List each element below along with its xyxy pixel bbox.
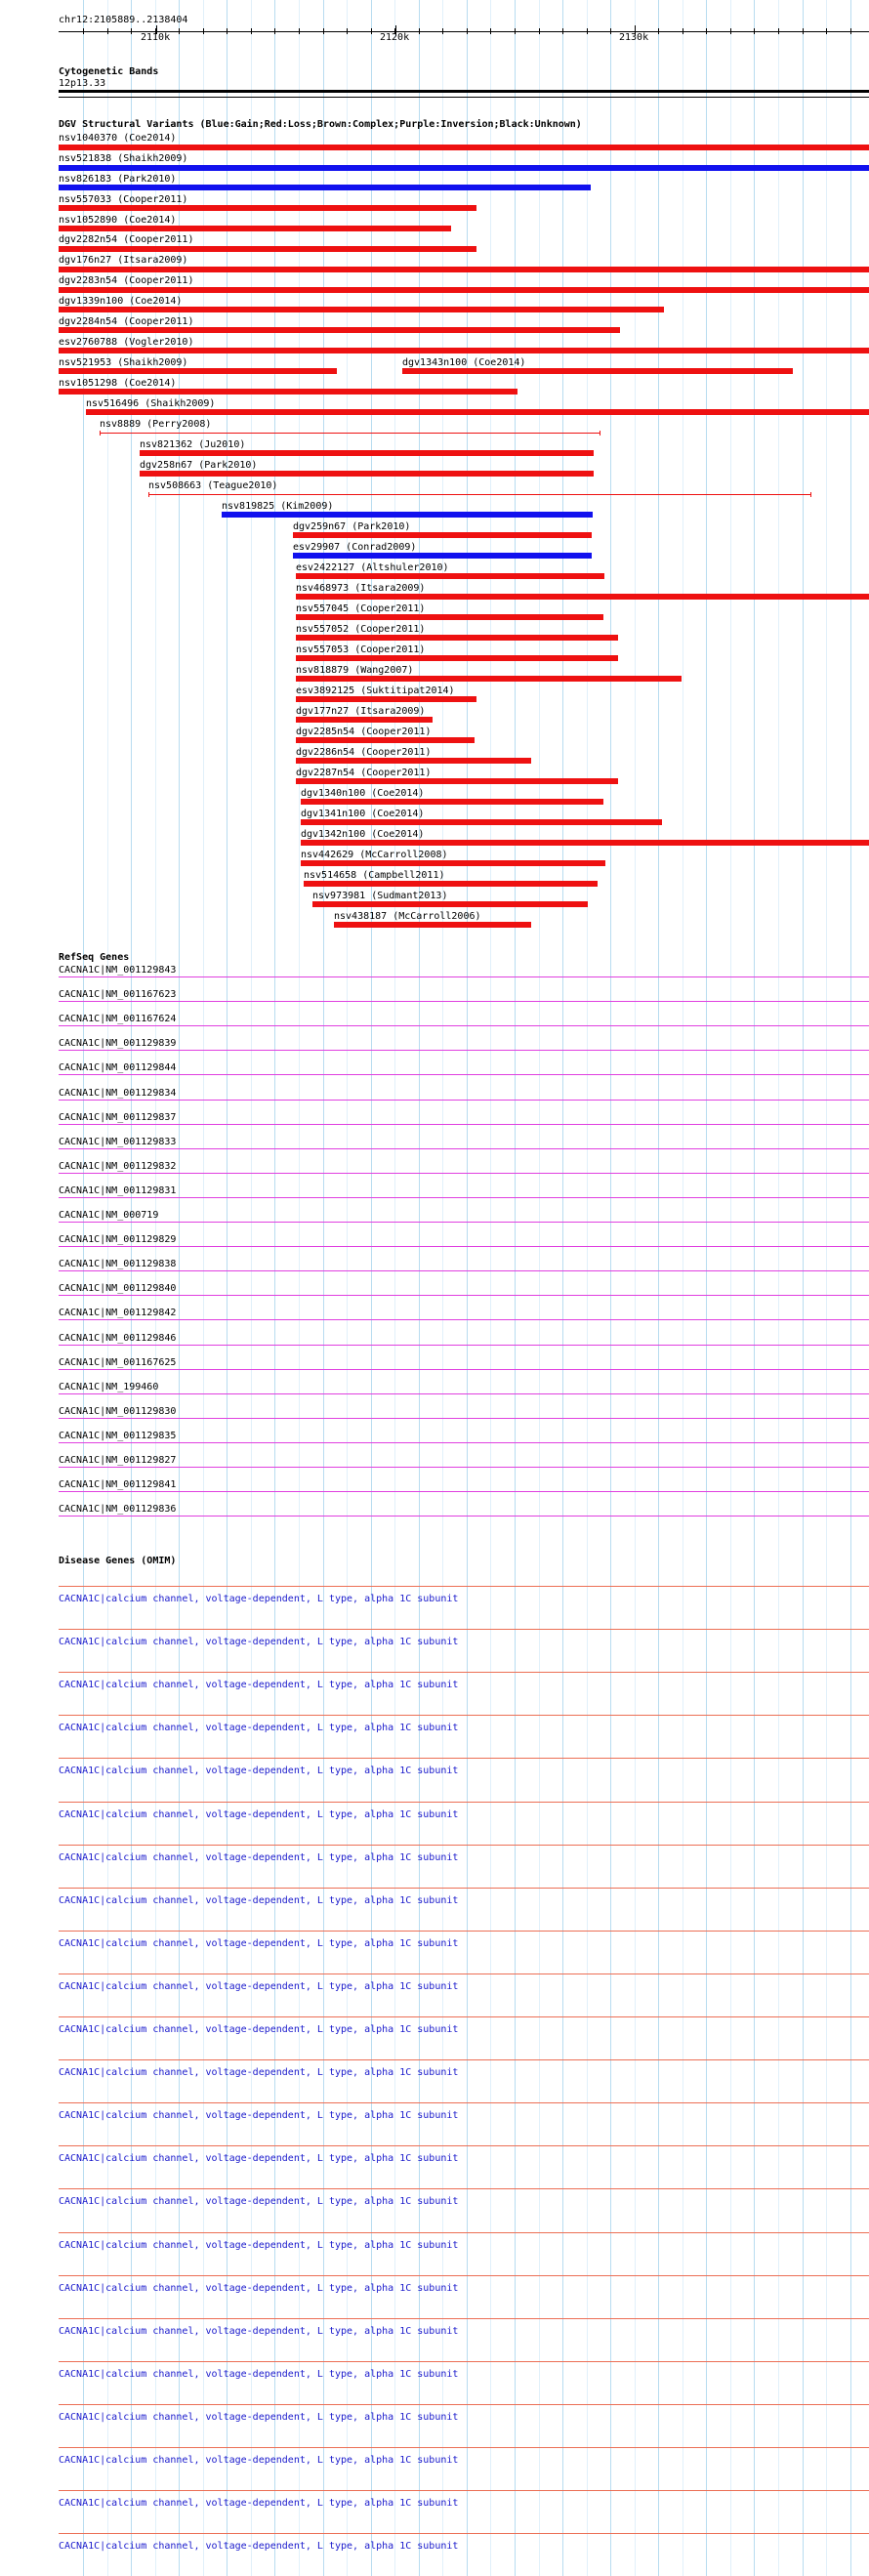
- sv-feature-bar[interactable]: [301, 840, 869, 846]
- omim-feature-line[interactable]: [59, 2318, 869, 2319]
- refseq-track-title: RefSeq Genes: [59, 952, 130, 963]
- omim-gene-link[interactable]: CACNA1C|calcium channel, voltage-dependent, L type, alpha 1C subunit: [59, 2368, 459, 2380]
- omim-feature-line[interactable]: [59, 1715, 869, 1716]
- sv-label: esv2760788 (Vogler2010): [59, 337, 194, 348]
- refseq-gene-line[interactable]: [59, 1270, 869, 1271]
- refseq-gene-label: CACNA1C|NM_001129842: [59, 1308, 177, 1319]
- omim-feature-line[interactable]: [59, 1629, 869, 1630]
- ruler-label: 2110k: [141, 32, 171, 43]
- refseq-gene-label: CACNA1C|NM_001129839: [59, 1038, 177, 1050]
- sv-label: nsv818879 (Wang2007): [296, 665, 414, 676]
- sv-label: dgv2283n54 (Cooper2011): [59, 275, 194, 286]
- omim-feature-line[interactable]: [59, 1931, 869, 1932]
- sv-feature-cap: [810, 492, 811, 497]
- sv-label: nsv973981 (Sudmant2013): [312, 891, 448, 901]
- sv-label: nsv557033 (Cooper2011): [59, 194, 188, 205]
- omim-gene-link[interactable]: CACNA1C|calcium channel, voltage-dependent, L type, alpha 1C subunit: [59, 1937, 459, 1949]
- sv-label: nsv819825 (Kim2009): [222, 501, 334, 512]
- omim-feature-line[interactable]: [59, 2533, 869, 2534]
- ruler-label: 2120k: [380, 32, 410, 43]
- sv-feature-bar[interactable]: [296, 696, 476, 702]
- refseq-gene-label: CACNA1C|NM_001129827: [59, 1455, 177, 1466]
- sv-feature-bar[interactable]: [140, 471, 594, 477]
- refseq-gene-label: CACNA1C|NM_001129841: [59, 1479, 177, 1491]
- sv-label: nsv521953 (Shaikh2009): [59, 357, 188, 368]
- sv-label: dgv1339n100 (Coe2014): [59, 296, 183, 307]
- sv-label: dgv1342n100 (Coe2014): [301, 829, 425, 840]
- cytoband-track-title: Cytogenetic Bands: [59, 66, 159, 77]
- refseq-gene-label: CACNA1C|NM_199460: [59, 1381, 159, 1392]
- sv-label: dgv1341n100 (Coe2014): [301, 809, 425, 819]
- sv-feature-bar[interactable]: [140, 450, 594, 456]
- refseq-gene-label: CACNA1C|NM_001167625: [59, 1356, 177, 1368]
- locus-label: chr12:2105889..2138404: [59, 15, 188, 25]
- refseq-gene-line[interactable]: [59, 1418, 869, 1419]
- omim-feature-line[interactable]: [59, 1586, 869, 1587]
- omim-track-title: Disease Genes (OMIM): [59, 1556, 177, 1566]
- refseq-gene-label: CACNA1C|NM_001129829: [59, 1234, 177, 1246]
- omim-gene-link[interactable]: CACNA1C|calcium channel, voltage-dependent, L type, alpha 1C subunit: [59, 2024, 459, 2035]
- refseq-gene-line[interactable]: [59, 1345, 869, 1346]
- refseq-gene-line[interactable]: [59, 1074, 869, 1075]
- sv-feature-bar[interactable]: [296, 717, 433, 723]
- sv-label: dgv1340n100 (Coe2014): [301, 788, 425, 799]
- sv-label: dgv2284n54 (Cooper2011): [59, 316, 194, 327]
- sv-label: nsv1040370 (Coe2014): [59, 133, 177, 144]
- refseq-gene-line[interactable]: [59, 1393, 869, 1394]
- sv-feature-bar[interactable]: [59, 205, 476, 211]
- refseq-gene-label: CACNA1C|NM_001129846: [59, 1332, 177, 1344]
- omim-feature-line[interactable]: [59, 2447, 869, 2448]
- sv-feature-bar[interactable]: [59, 368, 337, 374]
- sv-feature-cap: [148, 492, 149, 497]
- cytoband-label: 12p13.33: [59, 78, 106, 89]
- sv-feature-bar[interactable]: [59, 267, 869, 272]
- omim-feature-line[interactable]: [59, 2059, 869, 2060]
- sv-label: dgv2286n54 (Cooper2011): [296, 747, 432, 758]
- refseq-gene-label: CACNA1C|NM_001129836: [59, 1504, 177, 1516]
- sv-label: nsv521838 (Shaikh2009): [59, 153, 188, 164]
- omim-gene-link[interactable]: CACNA1C|calcium channel, voltage-dependent, L type, alpha 1C subunit: [59, 2153, 459, 2165]
- sv-label: nsv557052 (Cooper2011): [296, 624, 426, 635]
- sv-label: dgv177n27 (Itsara2009): [296, 706, 426, 717]
- refseq-gene-line[interactable]: [59, 1050, 869, 1051]
- omim-gene-link[interactable]: CACNA1C|calcium channel, voltage-dependent, L type, alpha 1C subunit: [59, 1766, 459, 1777]
- omim-gene-link[interactable]: CACNA1C|calcium channel, voltage-dependent, L type, alpha 1C subunit: [59, 2196, 459, 2208]
- omim-gene-link[interactable]: CACNA1C|calcium channel, voltage-dependent, L type, alpha 1C subunit: [59, 1723, 459, 1734]
- refseq-gene-label: CACNA1C|NM_001129835: [59, 1430, 177, 1441]
- sv-label: nsv508663 (Teague2010): [148, 480, 278, 491]
- sv-label: nsv557045 (Cooper2011): [296, 603, 426, 614]
- omim-feature-line[interactable]: [59, 2275, 869, 2276]
- sv-feature-line[interactable]: [148, 494, 810, 495]
- sv-feature-bar[interactable]: [293, 553, 592, 559]
- sv-feature-bar[interactable]: [402, 368, 793, 374]
- sv-label: nsv557053 (Cooper2011): [296, 644, 426, 655]
- sv-feature-bar[interactable]: [59, 226, 451, 231]
- sv-label: nsv1052890 (Coe2014): [59, 215, 177, 226]
- omim-gene-link[interactable]: CACNA1C|calcium channel, voltage-dependent, L type, alpha 1C subunit: [59, 2282, 459, 2294]
- sv-feature-bar[interactable]: [59, 327, 620, 333]
- sv-feature-bar[interactable]: [304, 881, 598, 887]
- omim-feature-line[interactable]: [59, 1672, 869, 1673]
- sv-feature-bar[interactable]: [293, 532, 592, 538]
- omim-feature-line[interactable]: [59, 2102, 869, 2103]
- sv-label: nsv516496 (Shaikh2009): [86, 398, 216, 409]
- refseq-gene-line[interactable]: [59, 1246, 869, 1247]
- refseq-gene-line[interactable]: [59, 1442, 869, 1443]
- sv-label: dgv2282n54 (Cooper2011): [59, 234, 194, 245]
- refseq-gene-label: CACNA1C|NM_001129838: [59, 1259, 177, 1270]
- refseq-gene-label: CACNA1C|NM_001167623: [59, 989, 177, 1001]
- refseq-gene-line[interactable]: [59, 1100, 869, 1101]
- sv-label: nsv8889 (Perry2008): [100, 419, 212, 430]
- sv-label: nsv821362 (Ju2010): [140, 439, 246, 450]
- dgv-track-title: DGV Structural Variants (Blue:Gain;Red:Loss;Brown:Complex;Purple:Inversion;Black:Unknown): [59, 119, 582, 130]
- refseq-gene-line[interactable]: [59, 1222, 869, 1223]
- refseq-gene-label: CACNA1C|NM_001129843: [59, 965, 177, 976]
- sv-feature-bar[interactable]: [296, 676, 682, 682]
- sv-feature-bar[interactable]: [312, 901, 588, 907]
- omim-gene-link[interactable]: CACNA1C|calcium channel, voltage-dependent, L type, alpha 1C subunit: [59, 1680, 459, 1691]
- refseq-gene-line[interactable]: [59, 1295, 869, 1296]
- sv-feature-bar[interactable]: [59, 389, 517, 395]
- sv-feature-bar[interactable]: [334, 922, 531, 928]
- refseq-gene-line[interactable]: [59, 1001, 869, 1002]
- sv-feature-bar[interactable]: [296, 758, 531, 764]
- refseq-gene-label: CACNA1C|NM_001129832: [59, 1160, 177, 1172]
- refseq-gene-line[interactable]: [59, 1369, 869, 1370]
- omim-gene-link[interactable]: CACNA1C|calcium channel, voltage-dependent, L type, alpha 1C subunit: [59, 1894, 459, 1906]
- sv-label: dgv259n67 (Park2010): [293, 521, 411, 532]
- omim-gene-link[interactable]: CACNA1C|calcium channel, voltage-dependent, L type, alpha 1C subunit: [59, 2541, 459, 2553]
- omim-feature-line[interactable]: [59, 2232, 869, 2233]
- omim-gene-link[interactable]: CACNA1C|calcium channel, voltage-dependent, L type, alpha 1C subunit: [59, 2110, 459, 2122]
- sv-feature-cap: [100, 431, 101, 436]
- sv-label: nsv1051298 (Coe2014): [59, 378, 177, 389]
- omim-feature-line[interactable]: [59, 2145, 869, 2146]
- refseq-gene-line[interactable]: [59, 1491, 869, 1492]
- sv-feature-bar[interactable]: [86, 409, 869, 415]
- refseq-gene-label: CACNA1C|NM_001129830: [59, 1405, 177, 1417]
- refseq-gene-label: CACNA1C|NM_001129840: [59, 1283, 177, 1295]
- sv-feature-bar[interactable]: [59, 348, 869, 353]
- refseq-gene-label: CACNA1C|NM_000719: [59, 1210, 159, 1221]
- sv-feature-bar[interactable]: [59, 307, 664, 312]
- omim-gene-link[interactable]: CACNA1C|calcium channel, voltage-dependent, L type, alpha 1C subunit: [59, 2325, 459, 2337]
- sv-label: nsv514658 (Campbell2011): [304, 870, 445, 881]
- omim-gene-link[interactable]: CACNA1C|calcium channel, voltage-dependent, L type, alpha 1C subunit: [59, 1594, 459, 1604]
- omim-gene-link[interactable]: CACNA1C|calcium channel, voltage-dependent, L type, alpha 1C subunit: [59, 2067, 459, 2079]
- refseq-gene-line[interactable]: [59, 1467, 869, 1468]
- refseq-gene-line[interactable]: [59, 1197, 869, 1198]
- sv-feature-bar[interactable]: [301, 799, 603, 805]
- sv-feature-bar[interactable]: [296, 614, 603, 620]
- sv-label: nsv438187 (McCarroll2006): [334, 911, 481, 922]
- omim-gene-link[interactable]: CACNA1C|calcium channel, voltage-dependent, L type, alpha 1C subunit: [59, 2455, 459, 2466]
- sv-feature-bar[interactable]: [296, 594, 869, 600]
- ruler-label: 2130k: [619, 32, 649, 43]
- sv-feature-bar[interactable]: [301, 860, 605, 866]
- refseq-gene-label: CACNA1C|NM_001129833: [59, 1136, 177, 1147]
- refseq-gene-line[interactable]: [59, 1516, 869, 1517]
- sv-label: dgv258n67 (Park2010): [140, 460, 258, 471]
- omim-gene-link[interactable]: CACNA1C|calcium channel, voltage-dependent, L type, alpha 1C subunit: [59, 1637, 459, 1648]
- sv-feature-bar[interactable]: [59, 185, 591, 190]
- refseq-gene-label: CACNA1C|NM_001129834: [59, 1087, 177, 1099]
- refseq-gene-label: CACNA1C|NM_001167624: [59, 1014, 177, 1025]
- omim-feature-line[interactable]: [59, 1845, 869, 1846]
- omim-gene-link[interactable]: CACNA1C|calcium channel, voltage-dependent, L type, alpha 1C subunit: [59, 1980, 459, 1992]
- omim-feature-line[interactable]: [59, 2188, 869, 2189]
- refseq-gene-label: CACNA1C|NM_001129831: [59, 1184, 177, 1196]
- refseq-gene-label: CACNA1C|NM_001129844: [59, 1062, 177, 1074]
- sv-label: dgv2285n54 (Cooper2011): [296, 727, 432, 737]
- sv-feature-bar[interactable]: [296, 737, 475, 743]
- sv-feature-bar[interactable]: [296, 573, 604, 579]
- sv-label: nsv442629 (McCarroll2008): [301, 850, 448, 860]
- omim-feature-line[interactable]: [59, 1802, 869, 1803]
- sv-label: esv3892125 (Suktitipat2014): [296, 686, 455, 696]
- omim-gene-link[interactable]: CACNA1C|calcium channel, voltage-dependent, L type, alpha 1C subunit: [59, 1808, 459, 1820]
- refseq-gene-line[interactable]: [59, 1319, 869, 1320]
- sv-feature-bar[interactable]: [59, 287, 869, 293]
- sv-feature-bar[interactable]: [59, 165, 869, 171]
- sv-label: esv2422127 (Altshuler2010): [296, 562, 449, 573]
- refseq-gene-label: CACNA1C|NM_001129837: [59, 1111, 177, 1123]
- sv-label: nsv468973 (Itsara2009): [296, 583, 426, 594]
- refseq-gene-line[interactable]: [59, 976, 869, 977]
- refseq-gene-line[interactable]: [59, 1025, 869, 1026]
- sv-feature-bar[interactable]: [222, 512, 593, 518]
- sv-label: dgv1343n100 (Coe2014): [402, 357, 526, 368]
- sv-label: dgv2287n54 (Cooper2011): [296, 768, 432, 778]
- sv-label: dgv176n27 (Itsara2009): [59, 255, 188, 266]
- sv-feature-bar[interactable]: [301, 819, 662, 825]
- sv-feature-bar[interactable]: [296, 655, 618, 661]
- sv-feature-bar[interactable]: [296, 635, 618, 641]
- omim-gene-link[interactable]: CACNA1C|calcium channel, voltage-dependent, L type, alpha 1C subunit: [59, 2239, 459, 2251]
- sv-feature-bar[interactable]: [59, 246, 476, 252]
- refseq-gene-line[interactable]: [59, 1124, 869, 1125]
- omim-gene-link[interactable]: CACNA1C|calcium channel, voltage-dependent, L type, alpha 1C subunit: [59, 2498, 459, 2510]
- sv-feature-bar[interactable]: [59, 145, 869, 150]
- omim-gene-link[interactable]: CACNA1C|calcium channel, voltage-dependent, L type, alpha 1C subunit: [59, 2411, 459, 2423]
- omim-feature-line[interactable]: [59, 2404, 869, 2405]
- omim-feature-line[interactable]: [59, 2490, 869, 2491]
- omim-gene-link[interactable]: CACNA1C|calcium channel, voltage-dependent, L type, alpha 1C subunit: [59, 1851, 459, 1863]
- sv-label: esv29907 (Conrad2009): [293, 542, 417, 553]
- omim-feature-line[interactable]: [59, 2016, 869, 2017]
- refseq-gene-line[interactable]: [59, 1148, 869, 1149]
- sv-feature-line[interactable]: [100, 433, 600, 434]
- omim-feature-line[interactable]: [59, 2361, 869, 2362]
- sv-feature-bar[interactable]: [296, 778, 618, 784]
- omim-feature-line[interactable]: [59, 1758, 869, 1759]
- sv-label: nsv826183 (Park2010): [59, 174, 177, 185]
- refseq-gene-line[interactable]: [59, 1173, 869, 1174]
- omim-feature-line[interactable]: [59, 1888, 869, 1889]
